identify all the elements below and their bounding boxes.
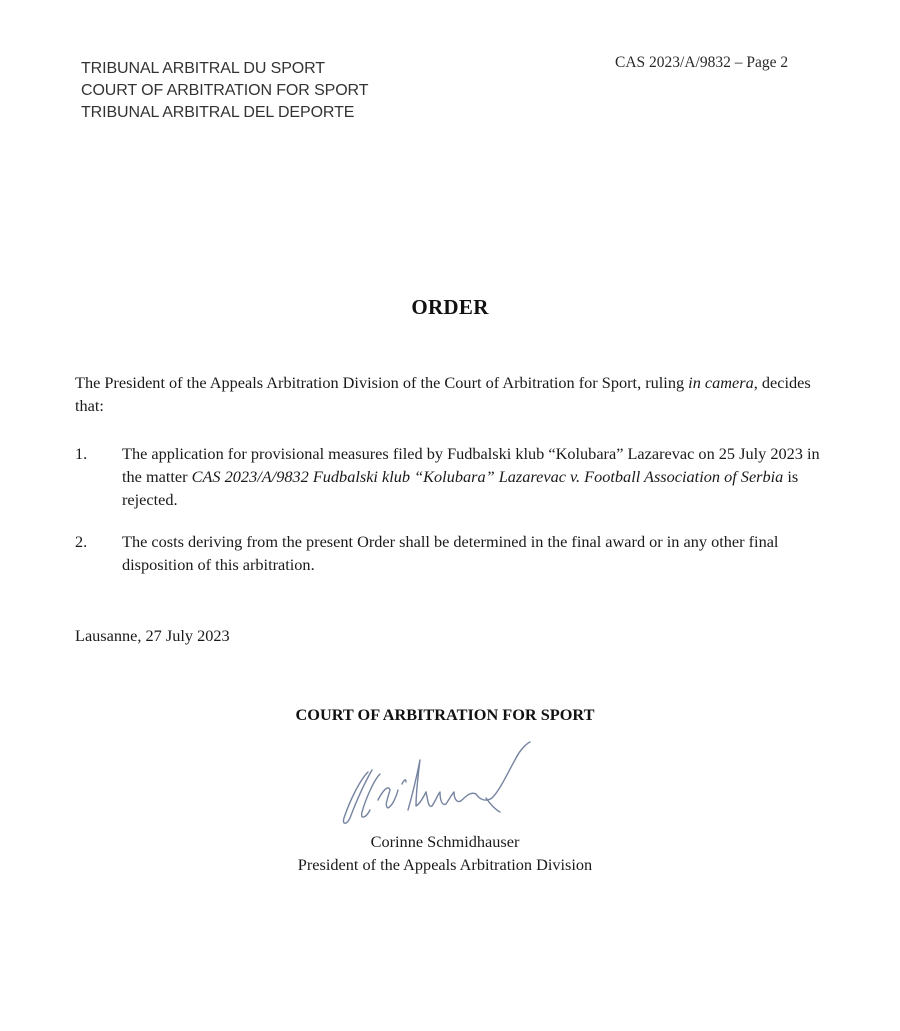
signer-title: President of the Appeals Arbitration Division bbox=[297, 855, 593, 874]
letterhead-line-spanish: TRIBUNAL ARBITRAL DEL DEPORTE bbox=[81, 104, 355, 121]
signature-court-name: COURT OF ARBITRATION FOR SPORT bbox=[295, 705, 595, 724]
item-text bbox=[122, 442, 837, 511]
intro-latin-phrase: in camera bbox=[688, 373, 754, 392]
letterhead-line-french: TRIBUNAL ARBITRAL DU SPORT bbox=[81, 60, 325, 77]
order-item-2 bbox=[75, 530, 835, 576]
item-number: 2. bbox=[75, 532, 88, 551]
case-title-italic: CAS 2023/A/9832 Fudbalski klub “Kolubara” Lazarevac v. Football Association of Serbia bbox=[191, 467, 784, 486]
item-text-part: The application for provisional measures filed by Fudbalski klub “Kolubara” Lazarevac on 25 July 2023 in the matter bbox=[122, 444, 820, 486]
signature-icon bbox=[330, 740, 570, 835]
letterhead-line-english: COURT OF ARBITRATION FOR SPORT bbox=[81, 82, 369, 99]
order-intro bbox=[75, 371, 835, 417]
case-reference: CAS 2023/A/9832 – Page 2 bbox=[615, 54, 789, 71]
intro-text: The President of the Appeals Arbitration Division of the Court of Arbitration for Sport, ruling bbox=[75, 373, 689, 392]
intro-text-end: , decides that: bbox=[75, 373, 811, 415]
place-and-date: Lausanne, 27 July 2023 bbox=[75, 626, 230, 645]
item-text-end: is rejected. bbox=[122, 467, 799, 509]
signer-name: Corinne Schmidhauser bbox=[370, 832, 520, 851]
order-title: ORDER bbox=[411, 295, 489, 319]
item-number: 1. bbox=[75, 444, 88, 463]
item-text: The costs deriving from the present Order shall be determined in the final award or in any other final disposition of this arbitration. bbox=[122, 532, 779, 574]
letterhead bbox=[81, 58, 368, 124]
order-item-1 bbox=[75, 442, 835, 511]
